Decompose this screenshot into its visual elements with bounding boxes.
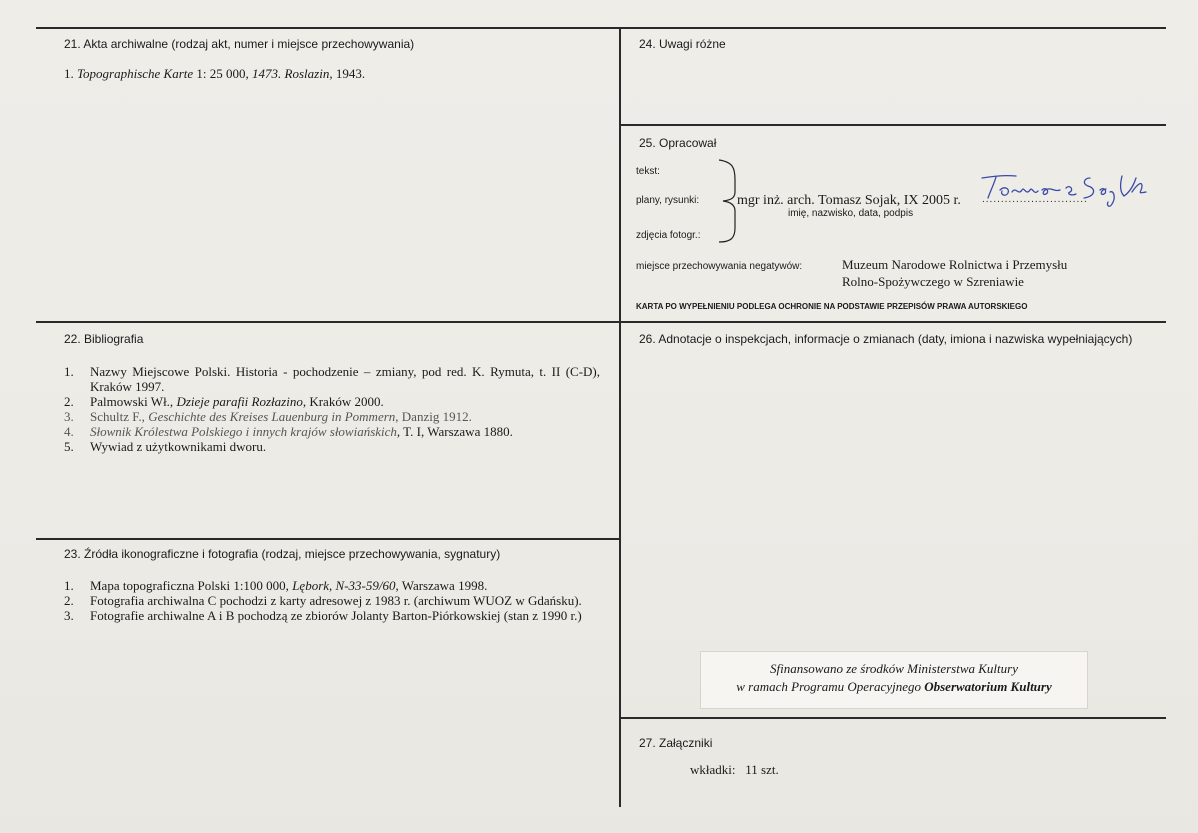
author-entry: mgr inż. arch. Tomasz Sojak, IX 2005 r. (737, 193, 961, 208)
section-23-title: 23. Źródła ikonograficzne i fotografia (rodzaj, miejsce przechowywania, sygnatury) (64, 547, 501, 561)
funding-line-1: Sfinansowano ze środków Ministerstwa Kultury (770, 661, 1018, 676)
attachments-entry (690, 762, 779, 778)
section-24-title: 24. Uwagi różne (639, 37, 726, 51)
section-21-title: 21. Akta archiwalne (rodzaj akt, numer i miejsce przechowywania) (64, 37, 415, 51)
entry-year: 1943. (332, 66, 366, 81)
list-item: 4. Słownik Królestwa Polskiego i innych krajów słowiańskich, T. I, Warszawa 1880. (64, 424, 513, 439)
section-26-title: 26. Adnotacje o inspekcjach, informacje o zmianach (daty, imiona i nazwiska wypełniających) (639, 332, 1133, 346)
author-caption: imię, nazwisko, data, podpis (788, 208, 914, 219)
signature-dots: ............................ (982, 194, 1088, 205)
label-plans: plany, rysunki: (636, 195, 700, 206)
list-item: 3. Schultz F., Geschichte des Kreises Lauenburg in Pommern, Danzig 1912. (64, 409, 472, 424)
top-border (36, 27, 1166, 29)
section-22-title: 22. Bibliografia (64, 332, 144, 346)
center-divider (619, 27, 621, 807)
copyright-notice: KARTA PO WYPEŁNIENIU PODLEGA OCHRONIE NA PODSTAWIE PRZEPISÓW PRAWA AUTORSKIEGO (636, 302, 1028, 311)
divider-26-27 (620, 717, 1166, 719)
section-25-title: 25. Opracował (639, 136, 717, 150)
divider-24-25 (620, 124, 1166, 126)
section-27-title: 27. Załączniki (639, 736, 713, 750)
label-text: tekst: (636, 166, 660, 177)
funding-notice (700, 651, 1088, 709)
divider-22-23 (36, 538, 620, 540)
list-item: 2. Palmowski Wł., Dzieje parafii Rozłazino, Kraków 2000. (64, 394, 384, 409)
iconography-list (64, 578, 600, 623)
entry-map-title: Topographische Karte (77, 66, 194, 81)
attachments-value: 11 szt. (745, 762, 779, 777)
attachments-label: wkładki: (690, 762, 736, 777)
section-21-entry (64, 66, 365, 82)
list-item: 3. Fotografie archiwalne A i B pochodzą ze zbiorów Jolanty Barton-Piórkowskiej (stan z 1990 r.) (64, 608, 582, 623)
label-photos: zdjęcia fotogr.: (636, 230, 701, 241)
list-item: 1. Nazwy Miejscowe Polski. Historia - pochodzenie – zmiany, pod red. K. Rymuta, t. II (C-D), Kraków 1997. (64, 364, 600, 394)
negatives-label: miejsce przechowywania negatywów: (636, 261, 803, 272)
list-item: 1. Mapa topograficzna Polski 1:100 000, Lębork, N-33-59/60, Warszawa 1998. (64, 578, 488, 593)
bibliography-list (64, 364, 600, 454)
funding-line-2: w ramach Programu Operacyjnego Obserwatorium Kultury (736, 679, 1052, 694)
negatives-location-1: Muzeum Narodowe Rolnictwa i Przemysłu (842, 257, 1068, 272)
negatives-location-2: Rolno-Spożywczego w Szreniawie (842, 274, 1024, 289)
handwritten-signature (980, 170, 1158, 210)
entry-number: 1. (64, 66, 74, 81)
list-item: 5. Wywiad z użytkownikami dworu. (64, 439, 267, 454)
list-item: 2. Fotografia archiwalna C pochodzi z karty adresowej z 1983 r. (archiwum WUOZ w Gdańsku). (64, 593, 582, 608)
entry-sheet: 1473. Roslazin, (252, 66, 333, 81)
entry-scale: 1: 25 000, (193, 66, 253, 81)
divider-row1-row2 (36, 321, 1166, 323)
